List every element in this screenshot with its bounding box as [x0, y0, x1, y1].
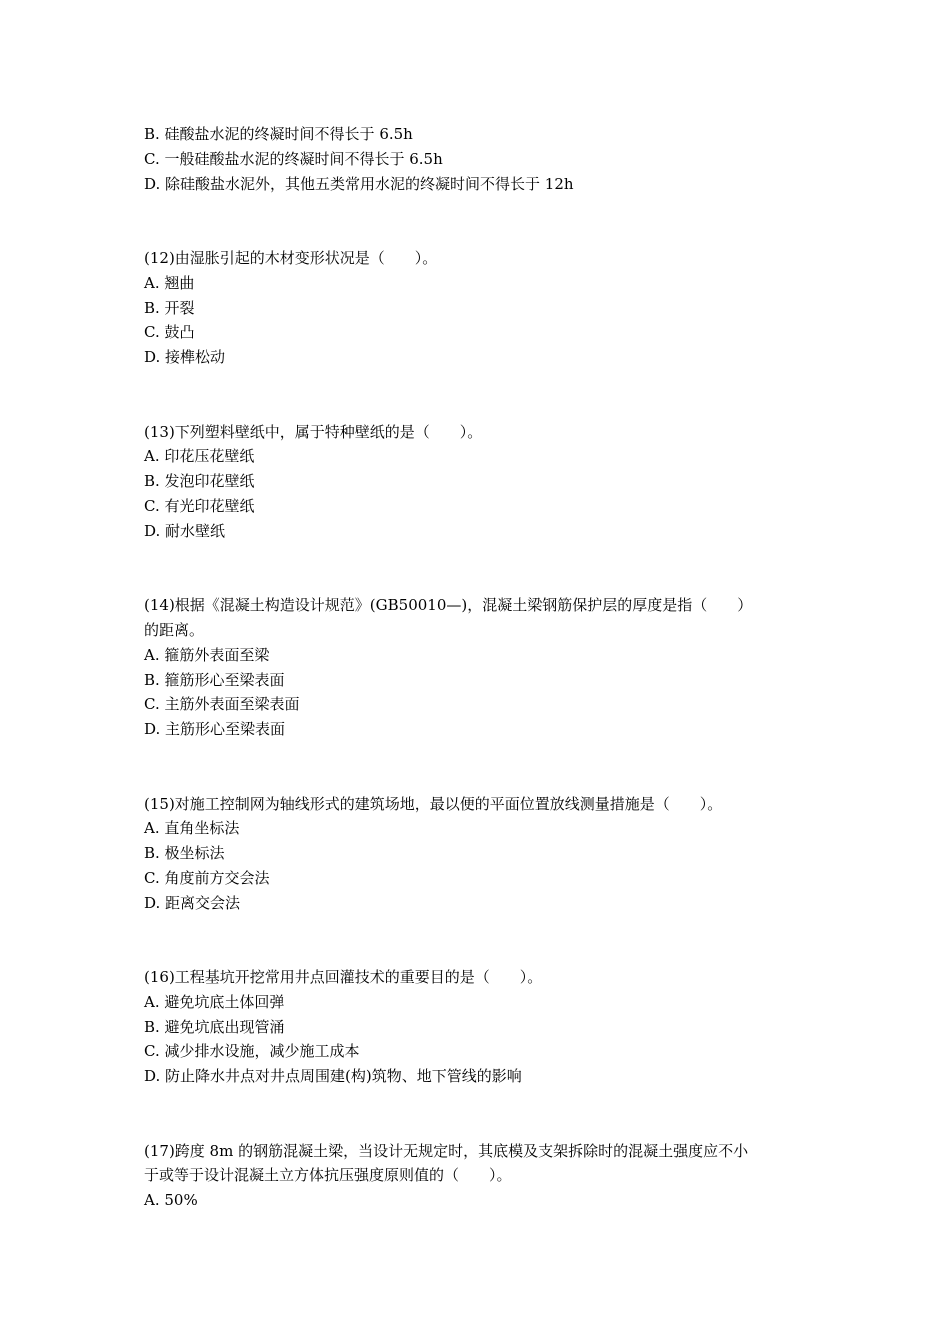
option-b: B. 发泡印花壁纸 [144, 472, 255, 491]
option-b: B. 开裂 [144, 298, 195, 317]
option-a: A. 箍筋外表面至梁 [144, 645, 270, 664]
question-stem-continued: 于或等于设计混凝土立方体抗压强度原则值的（ ）。 [144, 1166, 512, 1185]
question-stem: (13)下列塑料壁纸中，属于特种壁纸的是（ ）。 [144, 422, 483, 441]
option-a: A. 印花压花壁纸 [144, 447, 255, 466]
question-stem: (15)对施工控制网为轴线形式的建筑场地，最以便的平面位置放线测量措施是（ ）。 [144, 794, 723, 813]
exam-page [144, 122, 814, 1213]
option-d: D. 除硅酸盐水泥外，其他五类常用水泥的终凝时间不得长于 12h [144, 174, 574, 193]
question-15 [144, 792, 814, 916]
option-b: B. 硅酸盐水泥的终凝时间不得长于 6.5h [144, 125, 413, 143]
option-a: A. 直角坐标法 [144, 819, 240, 838]
option-b: B. 极坐标法 [144, 844, 225, 863]
option-c: C. 角度前方交会法 [144, 868, 270, 887]
option-d: D. 耐水壁纸 [144, 521, 226, 540]
option-a: A. 翘曲 [144, 273, 195, 292]
question-stem: (12)由湿胀引起的木材变形状况是（ ）。 [144, 248, 438, 267]
option-c: C. 鼓凸 [144, 323, 195, 342]
question-17 [144, 1139, 814, 1213]
option-c: C. 一般硅酸盐水泥的终凝时间不得长于 6.5h [144, 149, 443, 168]
option-c: C. 有光印花壁纸 [144, 496, 255, 515]
question-16 [144, 965, 814, 1089]
option-b: B. 箍筋形心至梁表面 [144, 670, 285, 689]
option-d: D. 接榫松动 [144, 348, 226, 367]
question-14 [144, 593, 814, 742]
option-a: A. 50% [144, 1191, 198, 1210]
option-a: A. 避免坑底土体回弹 [144, 992, 285, 1011]
question-stem: (14)根据《混凝土构造设计规范》(GB50010—)，混凝土梁钢筋保护层的厚度是指（ ） [144, 596, 753, 615]
option-c: C. 主筋外表面至梁表面 [144, 695, 300, 714]
option-c: C. 减少排水设施，减少施工成本 [144, 1042, 360, 1061]
question-stem-continued: 的距离。 [144, 620, 205, 639]
continued-options [144, 122, 814, 196]
option-d: D. 距离交会法 [144, 893, 241, 912]
option-d: D. 防止降水井点对井点周围建(构)筑物、地下管线的影响 [144, 1067, 522, 1086]
question-13 [144, 420, 814, 544]
question-stem: (17)跨度 8m 的钢筋混凝土梁，当设计无规定时，其底模及支架拆除时的混凝土强度应不小 [144, 1141, 749, 1160]
option-b: B. 避免坑底出现管涌 [144, 1017, 285, 1036]
option-d: D. 主筋形心至梁表面 [144, 720, 286, 739]
question-stem: (16)工程基坑开挖常用井点回灌技术的重要目的是（ ）。 [144, 968, 543, 987]
question-12 [144, 246, 814, 370]
